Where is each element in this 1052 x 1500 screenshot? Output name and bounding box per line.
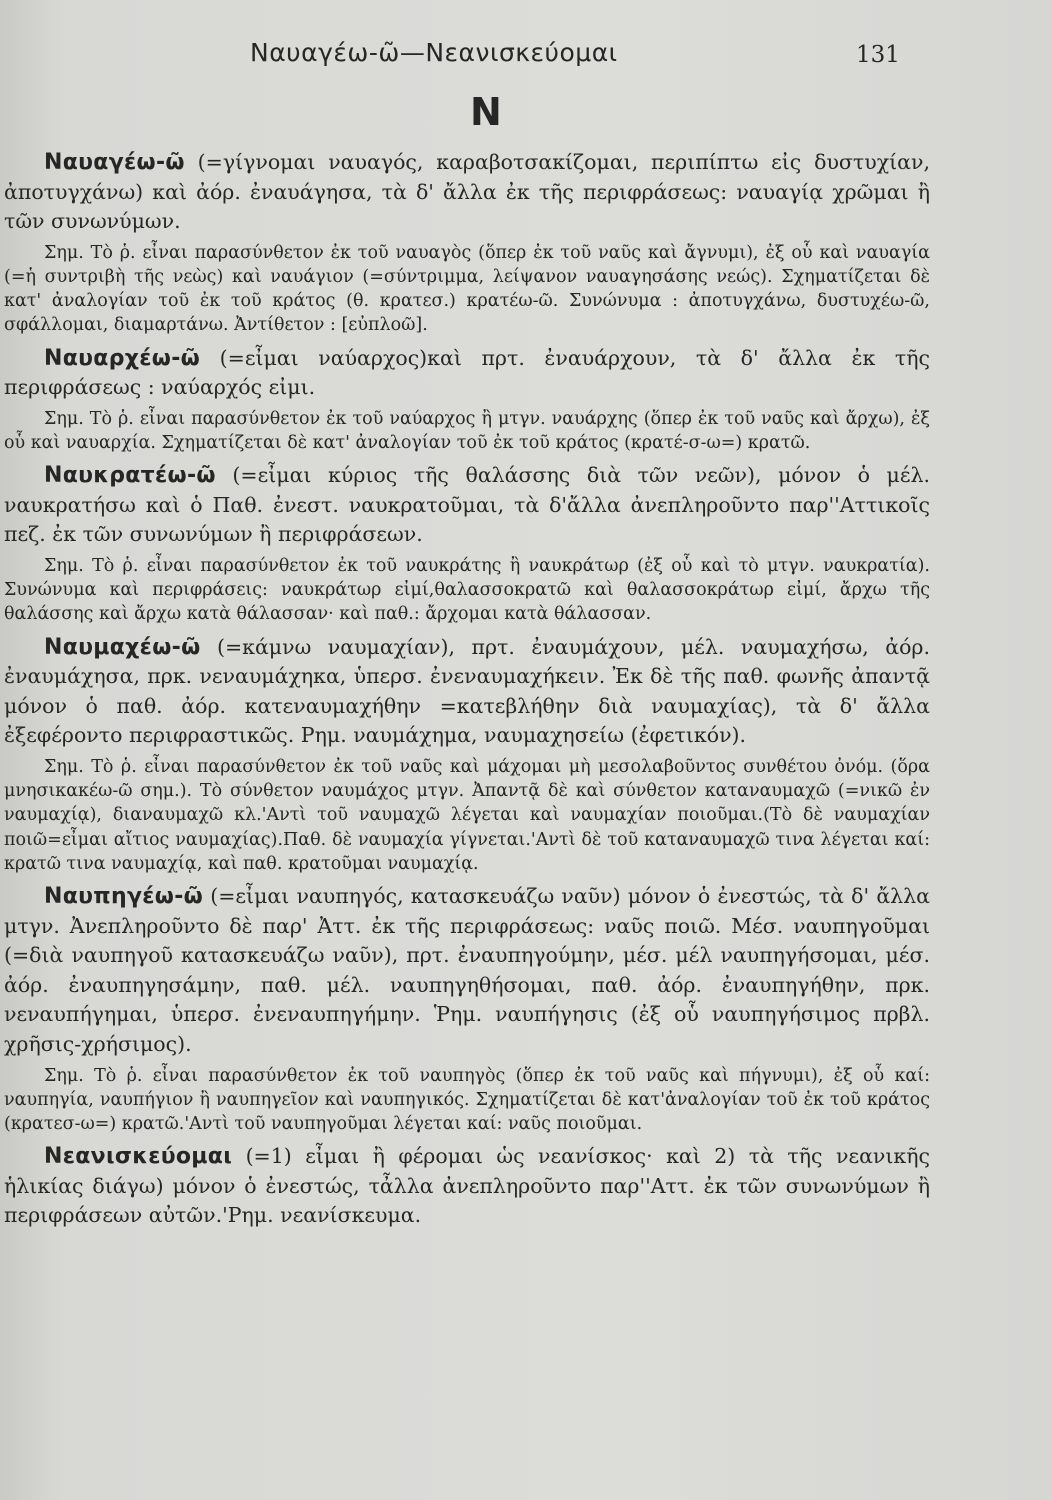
entry-body [4,1142,930,1231]
headword: Ναυπηγέω-ῶ [44,883,204,909]
entry-neaniskevomai [4,1142,930,1231]
entry-navageo [4,148,930,338]
section-letter: Ν [470,90,502,134]
headword: Ναυαρχέω-ῶ [44,345,201,371]
entry-note: Σημ. Τὸ ῥ. εἶναι παρασύνθετον ἐκ τοῦ ναυπηγὸς (ὅπερ ἐκ τοῦ ναῦς καὶ πήγνυμι), ἐξ οὗ καί: ναυπηγία, ναυπήγιον ἢ ναυπηγεῖον καὶ ναυπηγικός. Σχηματίζεται δὲ κατ'ἀναλογίαν τοῦ ἐκ τοῦ κράτος (κρατεσ-ω=) κρατῶ.'Αντὶ τοῦ ναυπηγοῦμαι λέγεται καί: ναῦς ποιοῦμαι. [4,1065,930,1134]
entry-text: (=εἶμαι ναύαρχος)καὶ πρτ. ἐναυάρχουν, τὰ δ' ἄλλα ἐκ τῆς περιφράσεως : ναύαρχός εἰμι. [4,345,930,400]
entry-note: Σημ. Τὸ ῥ. εἶναι παρασύνθετον ἐκ τοῦ ναῦς καὶ μάχομαι μὴ μεσολαβοῦντος συνθέτου ὀνόμ. (ὅρα μνησικακέω-ῶ σημ.). Τὸ σύνθετον ναυμάχος μτγν. Ἀπαντᾷ δὲ καὶ σύνθετον καταναυμαχῶ (=νικῶ ἐν ναυμαχίᾳ), διαναυμαχῶ κλ.'Αντὶ τοῦ ναυμαχῶ λέγεται καὶ ναυμαχίαν ποιοῦμαι.(Τὸ δὲ ναυμαχίαν ποιῶ=εἶμαι αἴτιος ναυμαχίας).Παθ. δὲ ναυμαχία γίγνεται.'Αντὶ δὲ τοῦ καταναυμαχῶ τινα λέγεται καί: κρατῶ τινα ναυμαχίᾳ, καὶ παθ. κρατοῦμαι ναυμαχίᾳ. [4,756,930,874]
entry-body [4,148,930,237]
headword: Ναυαγέω-ῶ [44,150,185,175]
entry-nafpigeo [4,882,930,1136]
entry-text: (=εἶμαι ναυπηγός, κατασκευάζω ναῦν) μόνον ὁ ἐνεστώς, τὰ δ' ἄλλα μτγν. Ἀνεπληροῦντο δὲ παρ' Ἀττ. ἐκ τῆς περιφράσεως: ναῦς ποιῶ. Μέσ. ναυπηγοῦμαι (=διὰ ναυπηγοῦ κατασκευάζω ναῦν), πρτ. ἐναυπηγούμην, μέσ. μέλ ναυπηγήσομαι, μέσ. ἀόρ. ἐναυπηγησάμην, παθ. μέλ. ναυπηγηθήσομαι, παθ. ἀόρ. ἐναυπηγήθην, πρκ. νεναυπήγημαι, ὑπερσ. ἐνεναυπηγήμην. Ῥημ. ναυπήγησις (ἐξ οὗ ναυπηγήσιμος πρβλ. χρῆσις-χρήσιμος). [4,883,930,1056]
page-header [0,38,1052,78]
entry-note: Σημ. Τὸ ῥ. εἶναι παρασύνθετον ἐκ τοῦ ναυκράτης ἢ ναυκράτωρ (ἐξ οὗ καὶ τὸ μτγν. ναυκρατία). Συνώνυμα καὶ περιφράσεις: ναυκράτωρ εἰμί,θαλασσοκρατῶ καὶ θαλασσοκράτωρ εἰμί, ἄρχω τῆς θαλάσσης καὶ ἄρχω κατὰ θάλασσαν· καὶ παθ.: ἄρχομαι κατὰ θάλασσαν. [4,555,930,625]
entries-list [4,148,930,1231]
entry-body [4,882,930,1060]
entry-text: (=κάμνω ναυμαχίαν), πρτ. ἐναυμάχουν, μέλ. ναυμαχήσω, ἀόρ. ἐναυμάχησα, πρκ. νεναυμάχηκα, ὑπερσ. ἐνεναυμαχήκειν. Ἐκ δὲ τῆς παθ. φωνῆς ἀπαντᾷ μόνον ὁ παθ. ἀόρ. κατεναυμαχήθην =κατεβλήθην διὰ ναυμαχίας), τὰ δ' ἄλλα ἐξεφέροντο περιφραστικῶς. Ρημ. ναυμάχημα, ναυμαχησείω (ἐφετικόν). [4,634,930,748]
entry-text: (=εἶμαι κύριος τῆς θαλάσσης διὰ τῶν νεῶν), μόνον ὁ μέλ. ναυκρατήσω καὶ ὁ Παθ. ἐνεστ. ναυκρατοῦμαι, τὰ δ'ἄλλα ἀνεπληροῦντο παρ''Αττικοῖς πεζ. ἐκ τῶν συνωνύμων ἢ περιφράσεων. [4,463,930,547]
entry-text: (=1) εἶμαι ἢ φέρομαι ὡς νεανίσκος· καὶ 2) τὰ τῆς νεανικῆς ἡλικίας διάγω) μόνον ὁ ἐνεστώς, τἆλλα ἀνεπληροῦντο παρ''Αττ. ἐκ τῶν συνωνύμων ἢ περιφράσεων αὐτῶν.'Ρημ. νεανίσκευμα. [4,1144,930,1228]
entry-nafmacheo [4,633,930,876]
headword: Νεανισκεύομαι [44,1144,233,1170]
headword: Ναυκρατέω-ῶ [44,463,216,489]
entry-navarcheo [4,344,930,456]
entry-note: Σημ. Τὸ ῥ. εἶναι παρασύνθετον ἐκ τοῦ ναύαρχος ἢ μτγν. ναυάρχης (ὅπερ ἐκ τοῦ ναῦς καὶ ἄρχω), ἐξ οὗ καὶ ναυαρχία. Σχηματίζεται δὲ κατ' ἀναλογίαν τοῦ ἐκ τοῦ κράτος (κρατέ-σ-ω=) κρατῶ. [4,408,930,453]
entry-note: Σημ. Τὸ ῥ. εἶναι παρασύνθετον ἐκ τοῦ ναυαγὸς (ὅπερ ἐκ τοῦ ναῦς καὶ ἄγνυμι), ἐξ οὗ καὶ ναυαγία (=ἡ συντριβὴ τῆς νεὼς) καὶ ναυάγιον (=σύντριμμα, λείψανον ναυαγησάσης νεώς). Σχηματίζεται δὲ κατ' ἀναλογίαν τοῦ ἐκ τοῦ κράτος (θ. κρατεσ.) κρατέω-ῶ. Συνώνυμα : ἀποτυγχάνω, δυστυχέω-ῶ, σφάλλομαι, διαμαρτάνω. Ἀντίθετον : [εὐπλοῶ]. [4,242,930,336]
entry-text: (=γίγνομαι ναυαγός, καραβοτσακίζομαι, περιπίπτω εἰς δυστυχίαν, ἀποτυγχάνω) καὶ ἀόρ. ἐναυάγησα, τὰ δ' ἄλλα ἐκ τῆς περιφράσεως: ναυαγίᾳ χρῶμαι ἢ τῶν συνωνύμων. [4,150,930,234]
entry-body [4,633,930,751]
entry-body [4,344,930,403]
headword: Ναυμαχέω-ῶ [44,634,201,660]
entry-nafkrateo [4,461,930,626]
page-number: 131 [856,42,900,68]
entry-body [4,461,930,550]
running-title: Ναυαγέω-ῶ—Νεανισκεύομαι [250,38,618,67]
